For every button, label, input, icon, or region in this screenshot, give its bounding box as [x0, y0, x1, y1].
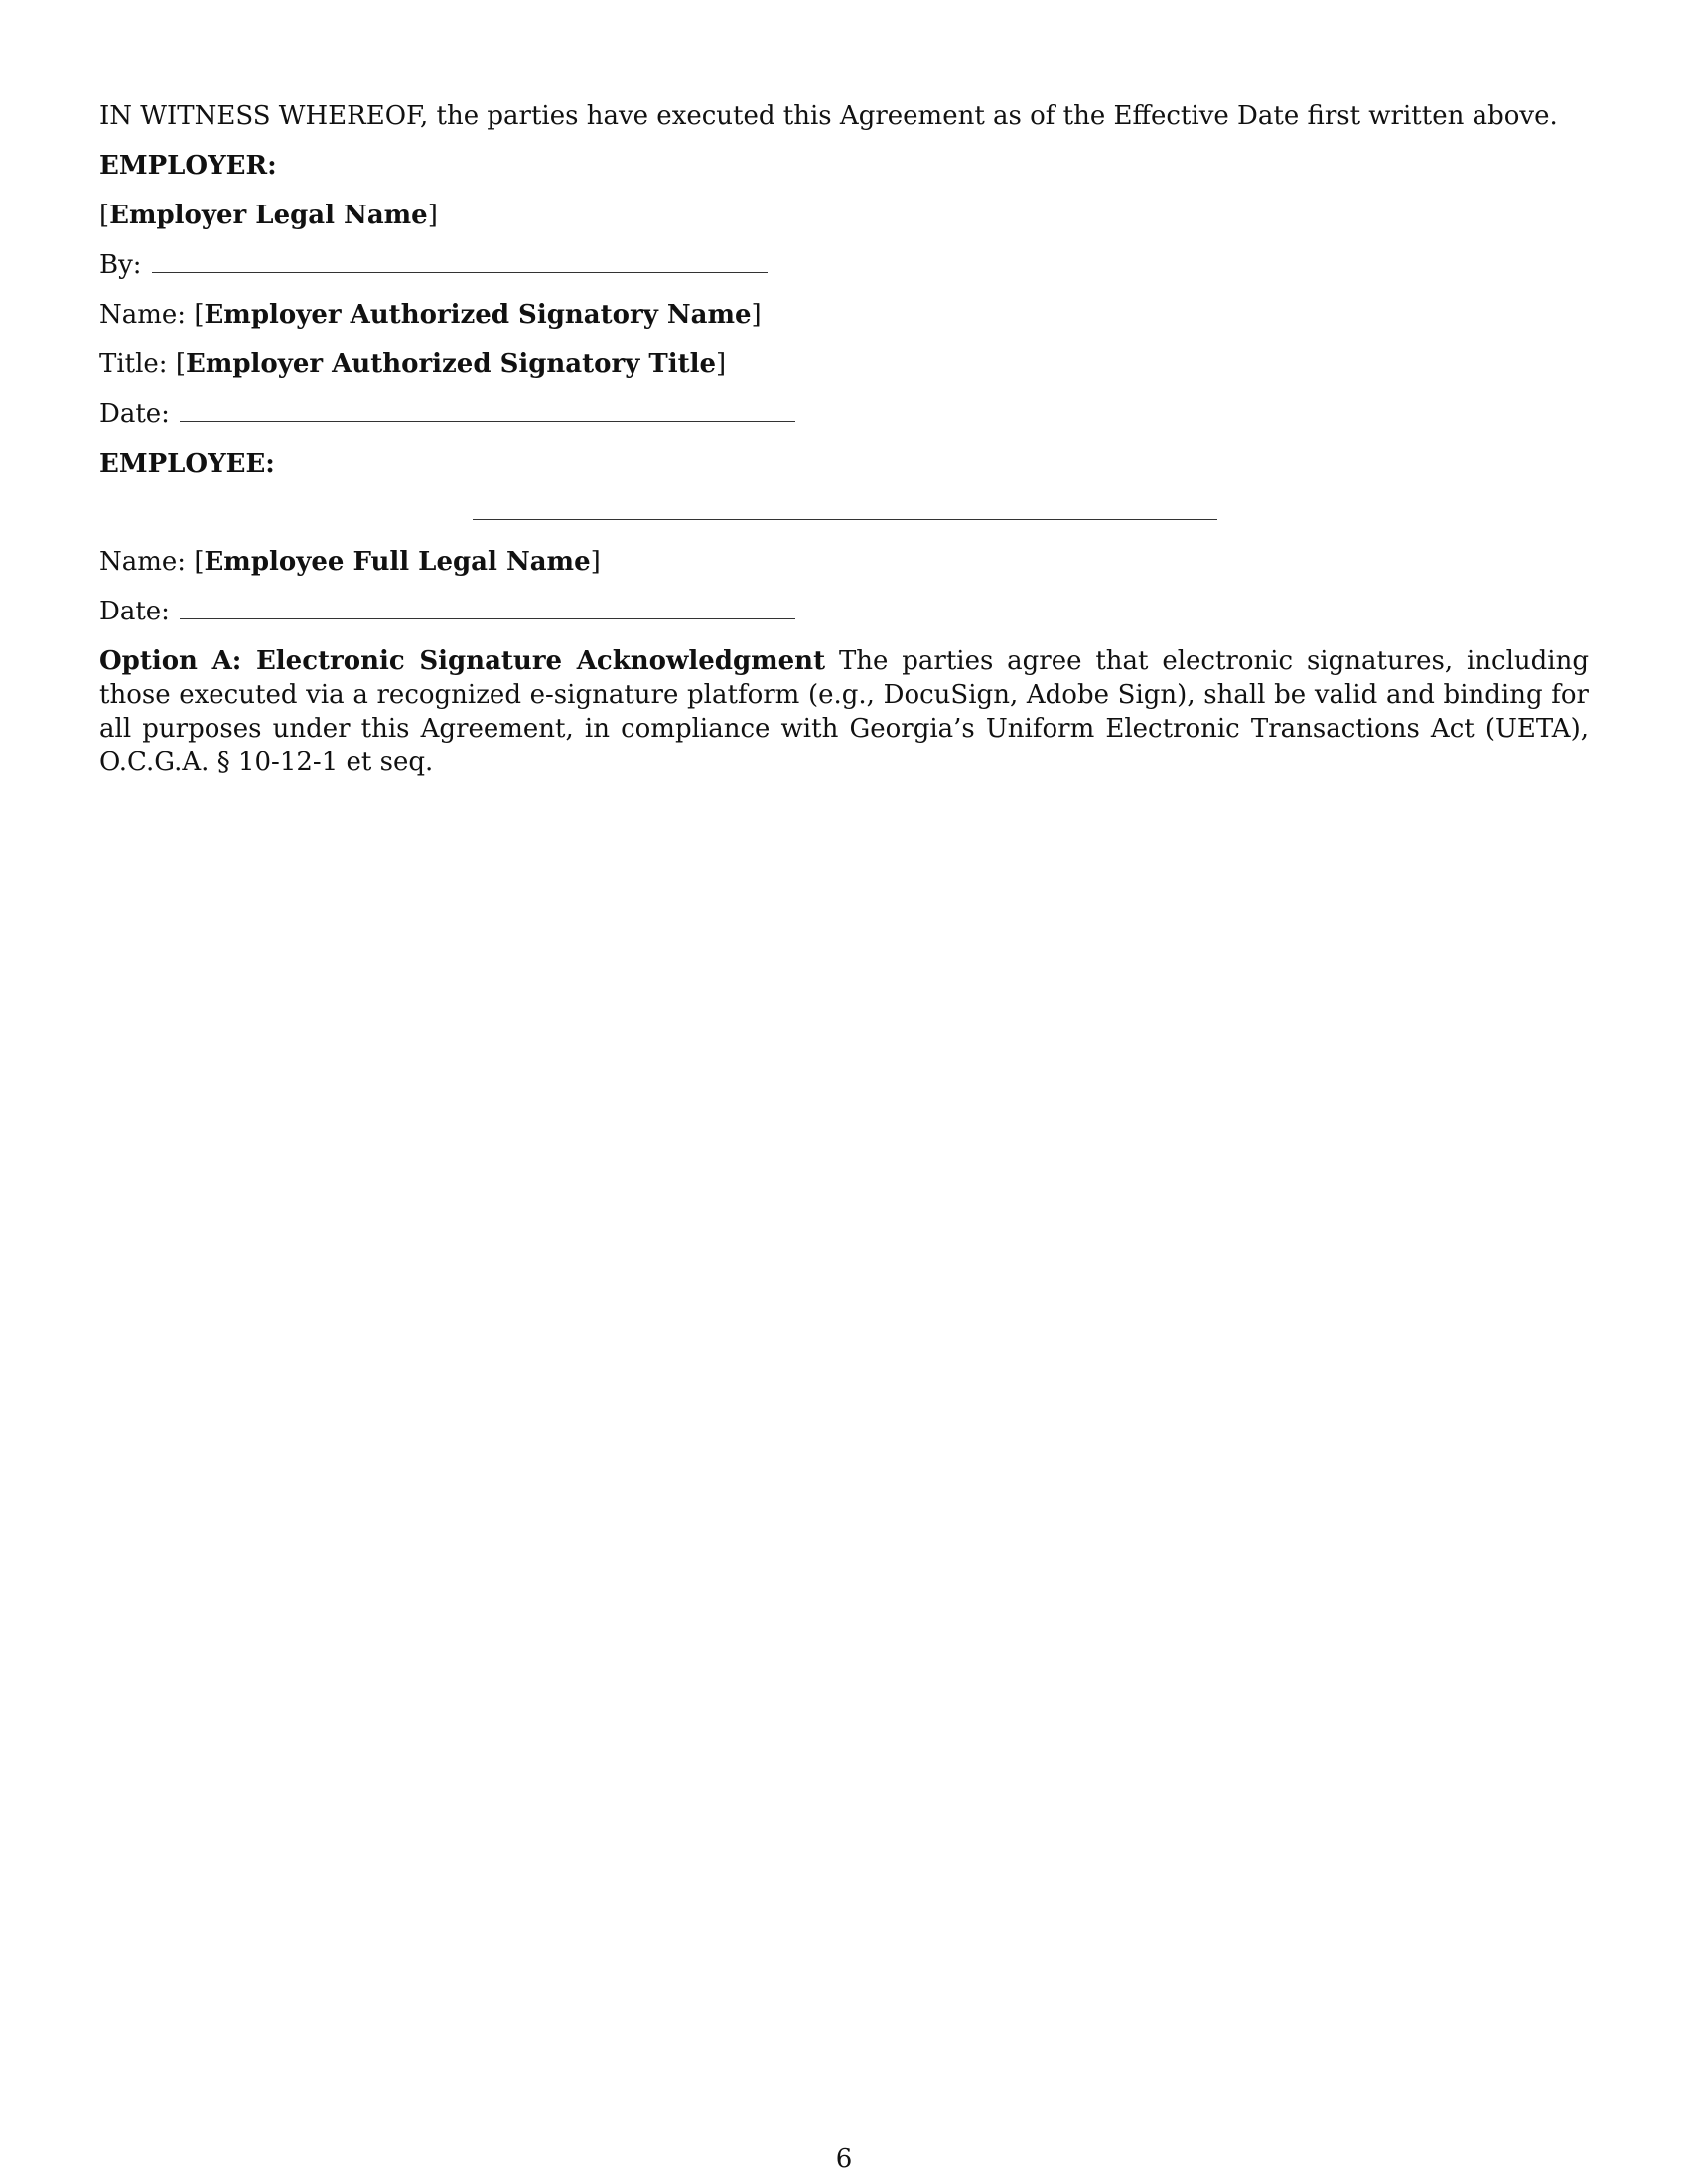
employer-date-field[interactable]	[180, 397, 795, 422]
employer-by-label: By:	[99, 250, 142, 280]
employer-title-label: Title:	[99, 349, 168, 379]
option-a-paragraph	[99, 644, 1589, 779]
employer-legal-name-placeholder: Employer Legal Name	[109, 201, 428, 230]
employee-signature-field[interactable]	[473, 519, 1217, 520]
employer-name-line: Name: [Employer Authorized Signatory Name]	[99, 300, 762, 330]
employer-title-line: Title: [Employer Authorized Signatory Title]	[99, 349, 727, 379]
employer-heading: EMPLOYER:	[99, 151, 277, 181]
employer-date-label: Date:	[99, 399, 170, 429]
employee-name-line: Name: [Employee Full Legal Name]	[99, 547, 601, 577]
employee-date-line	[99, 595, 795, 628]
employer-signature-field[interactable]	[152, 248, 768, 273]
option-a-text: The parties agree that electronic signatures, including those executed via a recognized e-signature platform (e.g., DocuSign, Adobe Sign), shall be valid and binding for all purposes under this Agreement, in compliance with Georgia’s Uniform Electronic Transactions Act (UETA), O.C.G.A. § 10-12-1 et seq.	[99, 646, 1589, 777]
employee-heading: EMPLOYEE:	[99, 449, 275, 478]
document-page	[99, 0, 1589, 2184]
witness-statement: IN WITNESS WHEREOF, the parties have executed this Agreement as of the Effective Date first written above.	[99, 101, 1558, 131]
employee-date-label: Date:	[99, 597, 170, 626]
employee-name-label: Name:	[99, 547, 187, 577]
employer-by-line	[99, 248, 768, 282]
employer-signatory-title-placeholder: Employer Authorized Signatory Title	[186, 349, 717, 379]
employee-date-field[interactable]	[180, 595, 795, 619]
employee-name-placeholder: Employee Full Legal Name	[204, 547, 591, 577]
employer-legal-name-line: [Employer Legal Name]	[99, 201, 438, 230]
page-number: 6	[835, 2144, 853, 2174]
option-a-heading: Option A: Electronic Signature Acknowledgment	[99, 646, 826, 676]
employer-date-line	[99, 397, 795, 431]
employer-name-label: Name:	[99, 300, 187, 330]
employer-signatory-name-placeholder: Employer Authorized Signatory Name	[204, 300, 752, 330]
